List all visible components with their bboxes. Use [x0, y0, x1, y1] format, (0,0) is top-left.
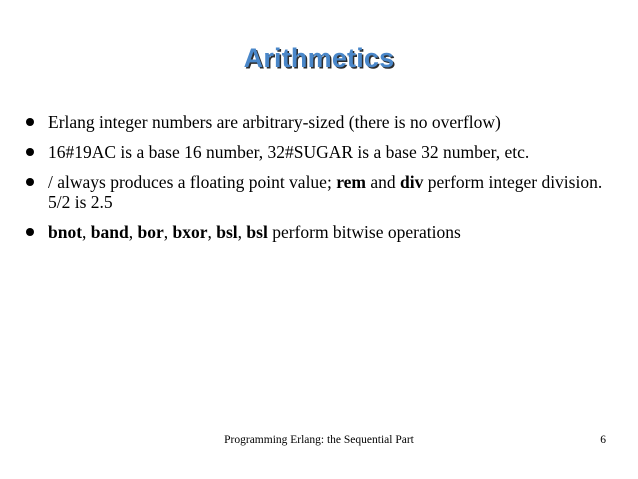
bullet-list — [26, 112, 616, 252]
keyword-bsl: bsl — [216, 222, 238, 242]
keyword-rem: rem — [336, 172, 366, 192]
footer-text: Programming Erlang: the Sequential Part — [224, 434, 414, 446]
bullet-text-part: / always produces a floating point value; — [48, 172, 337, 192]
bullet-item — [26, 172, 616, 212]
bullet-item — [26, 222, 616, 242]
keyword-div: div — [400, 172, 424, 192]
bullet-icon — [26, 148, 34, 156]
separator: , — [163, 222, 173, 242]
keyword-bor: bor — [137, 222, 164, 242]
slide-title: Arithmetics — [243, 43, 395, 73]
bullet-text: Erlang integer numbers are arbitrary-sized (there is no overflow) — [48, 112, 501, 132]
keyword-bsl: bsl — [246, 222, 268, 242]
bullet-icon — [26, 228, 34, 236]
bullet-item — [26, 112, 616, 132]
bullet-icon — [26, 118, 34, 126]
keyword-band: band — [90, 222, 129, 242]
separator: , — [128, 222, 138, 242]
keyword-bxor: bxor — [172, 222, 208, 242]
bullet-text: 16#19AC is a base 16 number, 32#SUGAR is a base 32 number, etc. — [48, 142, 530, 162]
page-number: 6 — [600, 434, 606, 446]
bullet-item — [26, 142, 616, 162]
separator: , — [207, 222, 217, 242]
bullet-text-part: perform bitwise operations — [267, 222, 461, 242]
bullet-text-part: perform integer division. 5/2 is 2.5 — [48, 172, 603, 212]
bullet-icon — [26, 178, 34, 186]
keyword-bnot: bnot — [48, 222, 83, 242]
separator: , — [82, 222, 91, 242]
separator: , — [237, 222, 247, 242]
bullet-text-part: and — [365, 172, 401, 192]
